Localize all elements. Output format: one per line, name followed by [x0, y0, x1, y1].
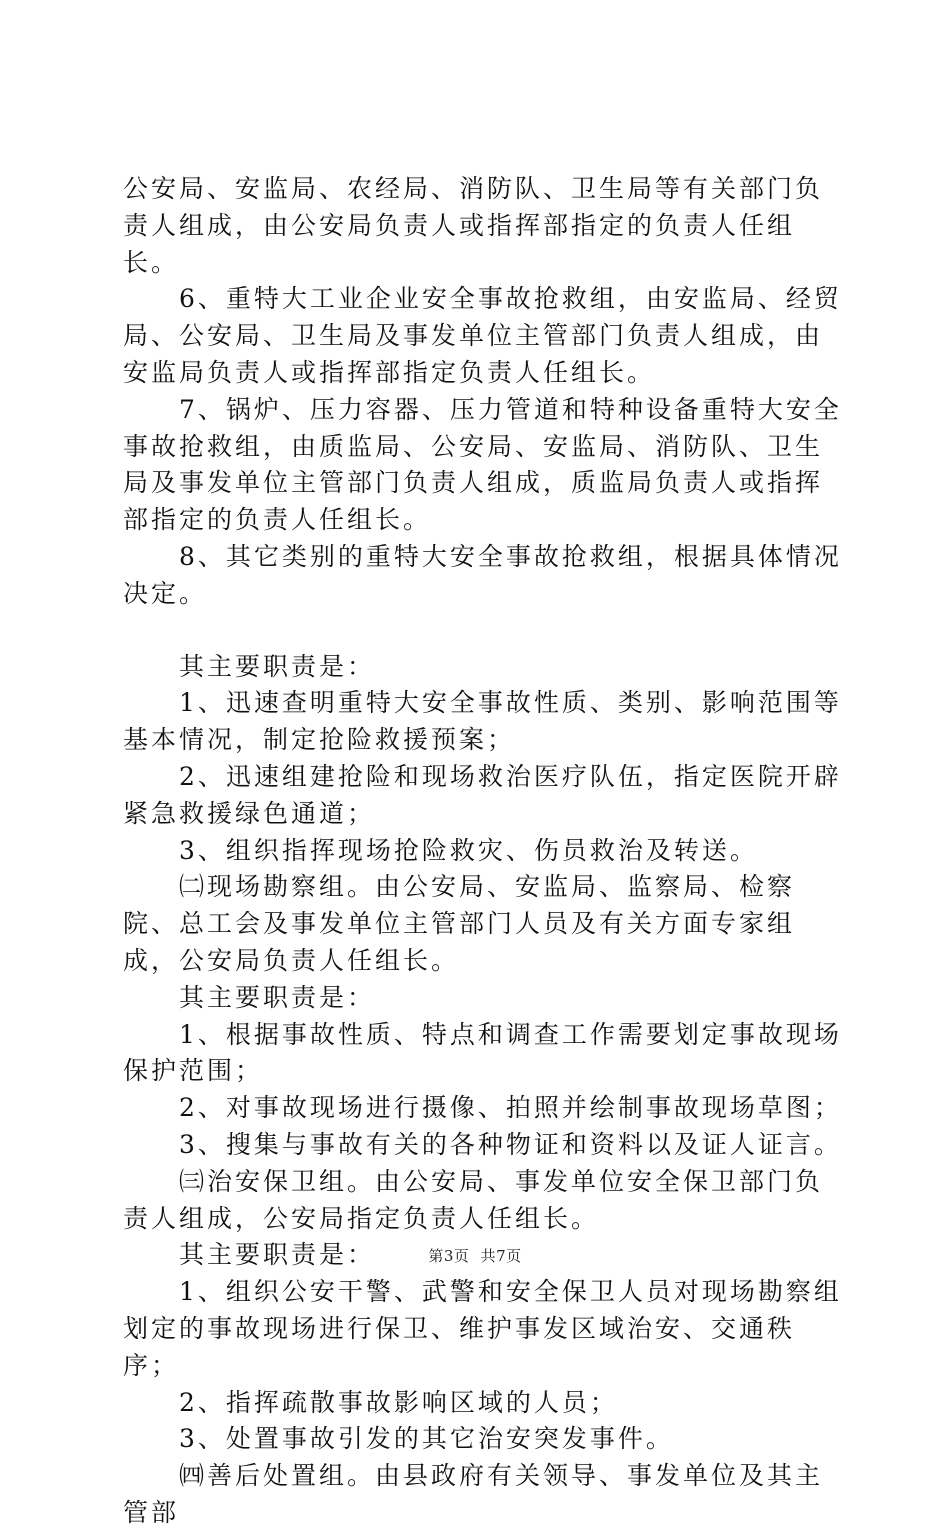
section-heading-paragraph: ㈡现场勘察组。由公安局、安监局、监察局、检察院、总工会及事发单位主管部门人员及有关方面专家组成，公安局负责人任组长。	[123, 872, 796, 975]
paragraph: 其主要职责是：	[179, 1240, 376, 1270]
paragraph: 公安局、安监局、农经局、消防队、卫生局等有关部门负责人组成，由公安局负责人或指挥部指定的负责人任组长。	[123, 174, 824, 277]
page-footer	[0, 1245, 950, 1266]
paragraph: 2、指挥疏散事故影响区域的人员；	[179, 1387, 618, 1417]
paragraph: 3、组织指挥现场抢险救灾、伤员救治及转送。	[179, 835, 758, 865]
paragraph: 2、迅速组建抢险和现场救治医疗队伍，指定医院开辟紧急救援绿色通道；	[123, 761, 842, 828]
paragraph: 6、重特大工业企业安全事故抢救组，由安监局、经贸局、公安局、卫生局及事发单位主管部门负责人组成，由安监局负责人或指挥部指定负责人任组长。	[123, 284, 842, 387]
section-heading-paragraph: ㈣善后处置组。由县政府有关领导、事发单位及其主管部	[123, 1461, 824, 1527]
paragraph: 1、组织公安干警、武警和安全保卫人员对现场勘察组划定的事故现场进行保卫、维护事发区域治安、交通秩序；	[123, 1277, 842, 1380]
paragraph: 3、搜集与事故有关的各种物证和资料以及证人证言。	[179, 1129, 842, 1159]
paragraph: 2、对事故现场进行摄像、拍照并绘制事故现场草图；	[179, 1093, 842, 1123]
paragraph: 其主要职责是：	[179, 982, 376, 1012]
section-heading-paragraph: ㈢治安保卫组。由公安局、事发单位安全保卫部门负责人组成，公安局指定负责人任组长。	[123, 1166, 824, 1233]
paragraph: 1、根据事故性质、特点和调查工作需要划定事故现场保护范围；	[123, 1019, 842, 1086]
paragraph: 8、其它类别的重特大安全事故抢救组，根据具体情况决定。	[123, 541, 842, 608]
paragraph: 3、处置事故引发的其它治安突发事件。	[179, 1424, 674, 1454]
page-total: 共7页	[480, 1247, 522, 1265]
paragraph: 其主要职责是：	[179, 651, 376, 681]
paragraph: 7、锅炉、压力容器、压力管道和特种设备重特大安全事故抢救组，由质监局、公安局、安监局、消防队、卫生局及事发单位主管部门负责人组成，质监局负责人或指挥部指定的负责人任组长。	[123, 394, 842, 535]
paragraph-gap	[123, 613, 843, 649]
paragraph: 1、迅速查明重特大安全事故性质、类别、影响范围等基本情况，制定抢险救援预案；	[123, 688, 842, 755]
document-body	[123, 171, 843, 1532]
page-number: 第3页	[428, 1247, 470, 1265]
